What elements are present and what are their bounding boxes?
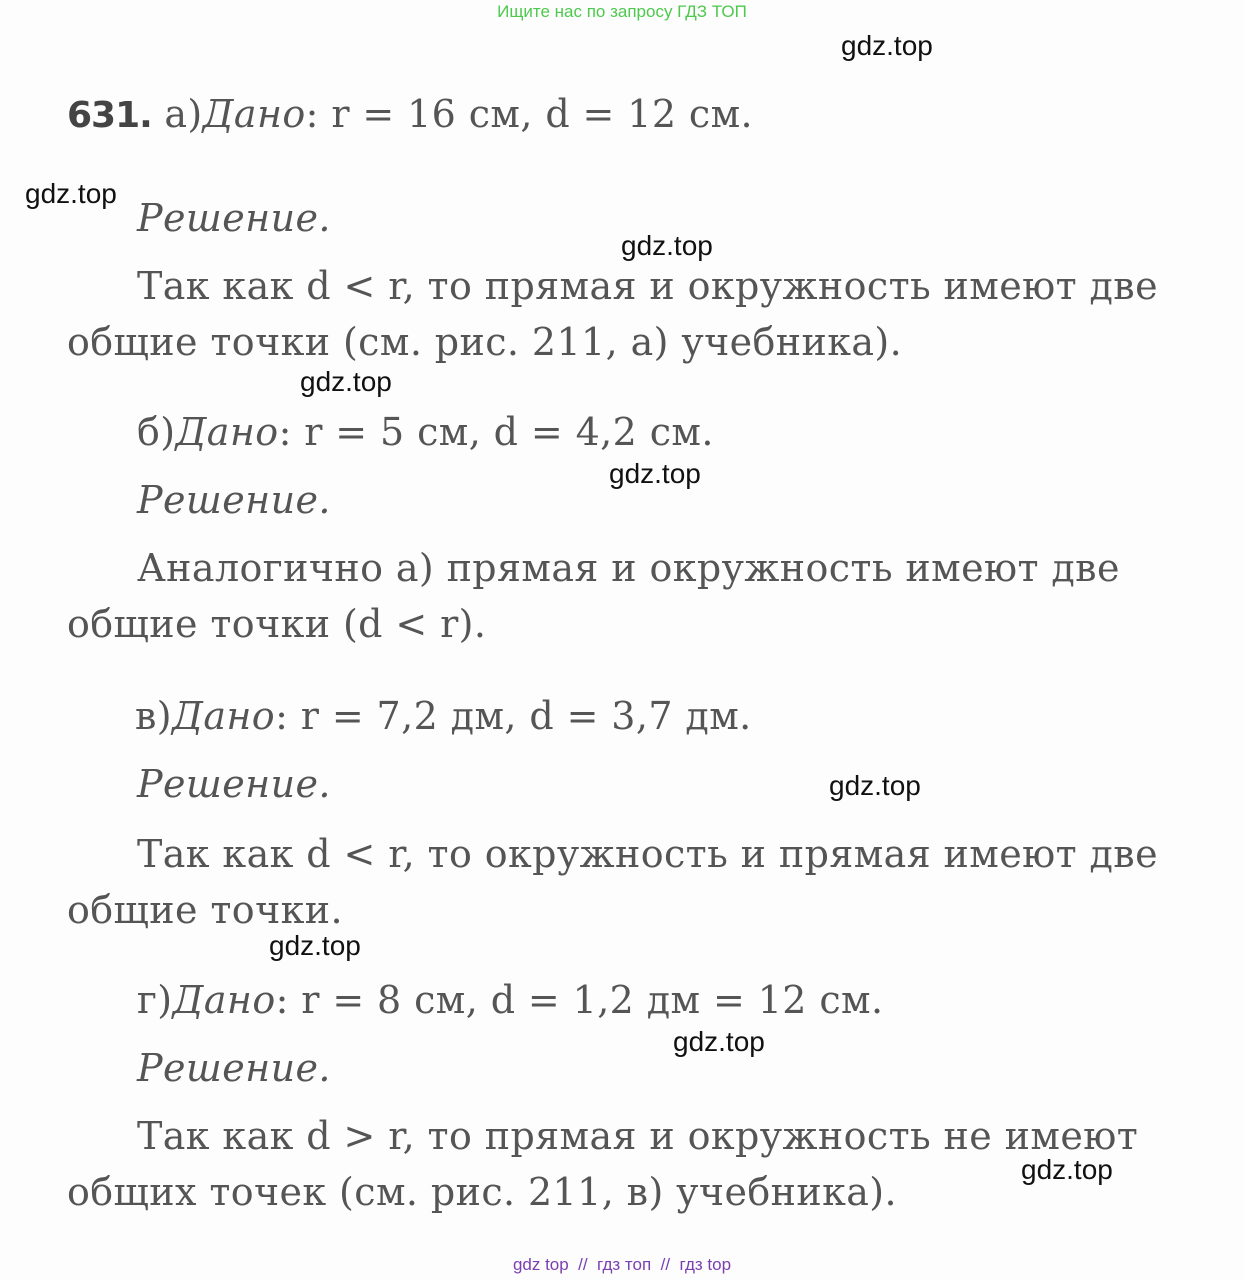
part-c-given bbox=[135, 694, 752, 738]
part-d-given bbox=[137, 978, 883, 1022]
part-d-text-line2: общих точек (см. рис. 211, в) учебника). bbox=[67, 1170, 897, 1214]
part-d-label: г) bbox=[137, 978, 173, 1022]
given-word: Дано bbox=[172, 978, 276, 1022]
part-d-text-line1: Так как d > r, то прямая и окружность не имеют bbox=[137, 1114, 1139, 1158]
given-word: Дано bbox=[175, 410, 279, 454]
part-a-solution-heading: Решение. bbox=[137, 196, 331, 240]
part-a-given bbox=[67, 92, 753, 136]
part-c-label: в) bbox=[135, 694, 173, 738]
part-a-label: а) bbox=[164, 92, 203, 136]
part-c-text-line1: Так как d < r, то окружность и прямая имеют две bbox=[137, 832, 1158, 876]
part-c-given-values: : r = 7,2 дм, d = 3,7 дм. bbox=[275, 694, 752, 738]
watermark: gdz.top bbox=[609, 458, 701, 489]
part-d-solution-heading: Решение. bbox=[137, 1046, 331, 1090]
watermark: gdz.top bbox=[1021, 1154, 1113, 1185]
part-b-given bbox=[137, 410, 714, 454]
search-hint-banner[interactable]: Ищите нас по запросу ГДЗ ТОП bbox=[497, 2, 747, 21]
part-a-given-values: : r = 16 см, d = 12 см. bbox=[305, 92, 754, 136]
watermark: gdz.top bbox=[300, 366, 392, 397]
given-word: Дано bbox=[202, 92, 306, 136]
part-a-text-line2: общие точки (см. рис. 211, а) учебника). bbox=[67, 320, 903, 364]
part-b-label: б) bbox=[137, 410, 176, 454]
watermark: gdz.top bbox=[25, 178, 117, 209]
problem-number: 631. bbox=[67, 95, 152, 136]
watermark: gdz.top bbox=[829, 770, 921, 801]
watermark: gdz.top bbox=[621, 230, 713, 261]
part-b-text-line2: общие точки (d < r). bbox=[67, 602, 487, 646]
part-d-given-values: : r = 8 см, d = 1,2 дм = 12 см. bbox=[275, 978, 884, 1022]
watermark: gdz.top bbox=[841, 30, 933, 61]
part-b-text-line1: Аналогично а) прямая и окружность имеют две bbox=[137, 546, 1120, 590]
part-c-solution-heading: Решение. bbox=[137, 762, 331, 806]
part-c-text-line2: общие точки. bbox=[67, 888, 343, 932]
watermark: gdz.top bbox=[269, 930, 361, 961]
part-a-text-line1: Так как d < r, то прямая и окружность имеют две bbox=[137, 264, 1158, 308]
part-b-solution-heading: Решение. bbox=[137, 478, 331, 522]
watermark: gdz.top bbox=[673, 1026, 765, 1057]
part-b-given-values: : r = 5 см, d = 4,2 см. bbox=[278, 410, 714, 454]
footer-links[interactable]: gdz top // гдз топ // гдз top bbox=[512, 1255, 732, 1274]
given-word: Дано bbox=[172, 694, 276, 738]
